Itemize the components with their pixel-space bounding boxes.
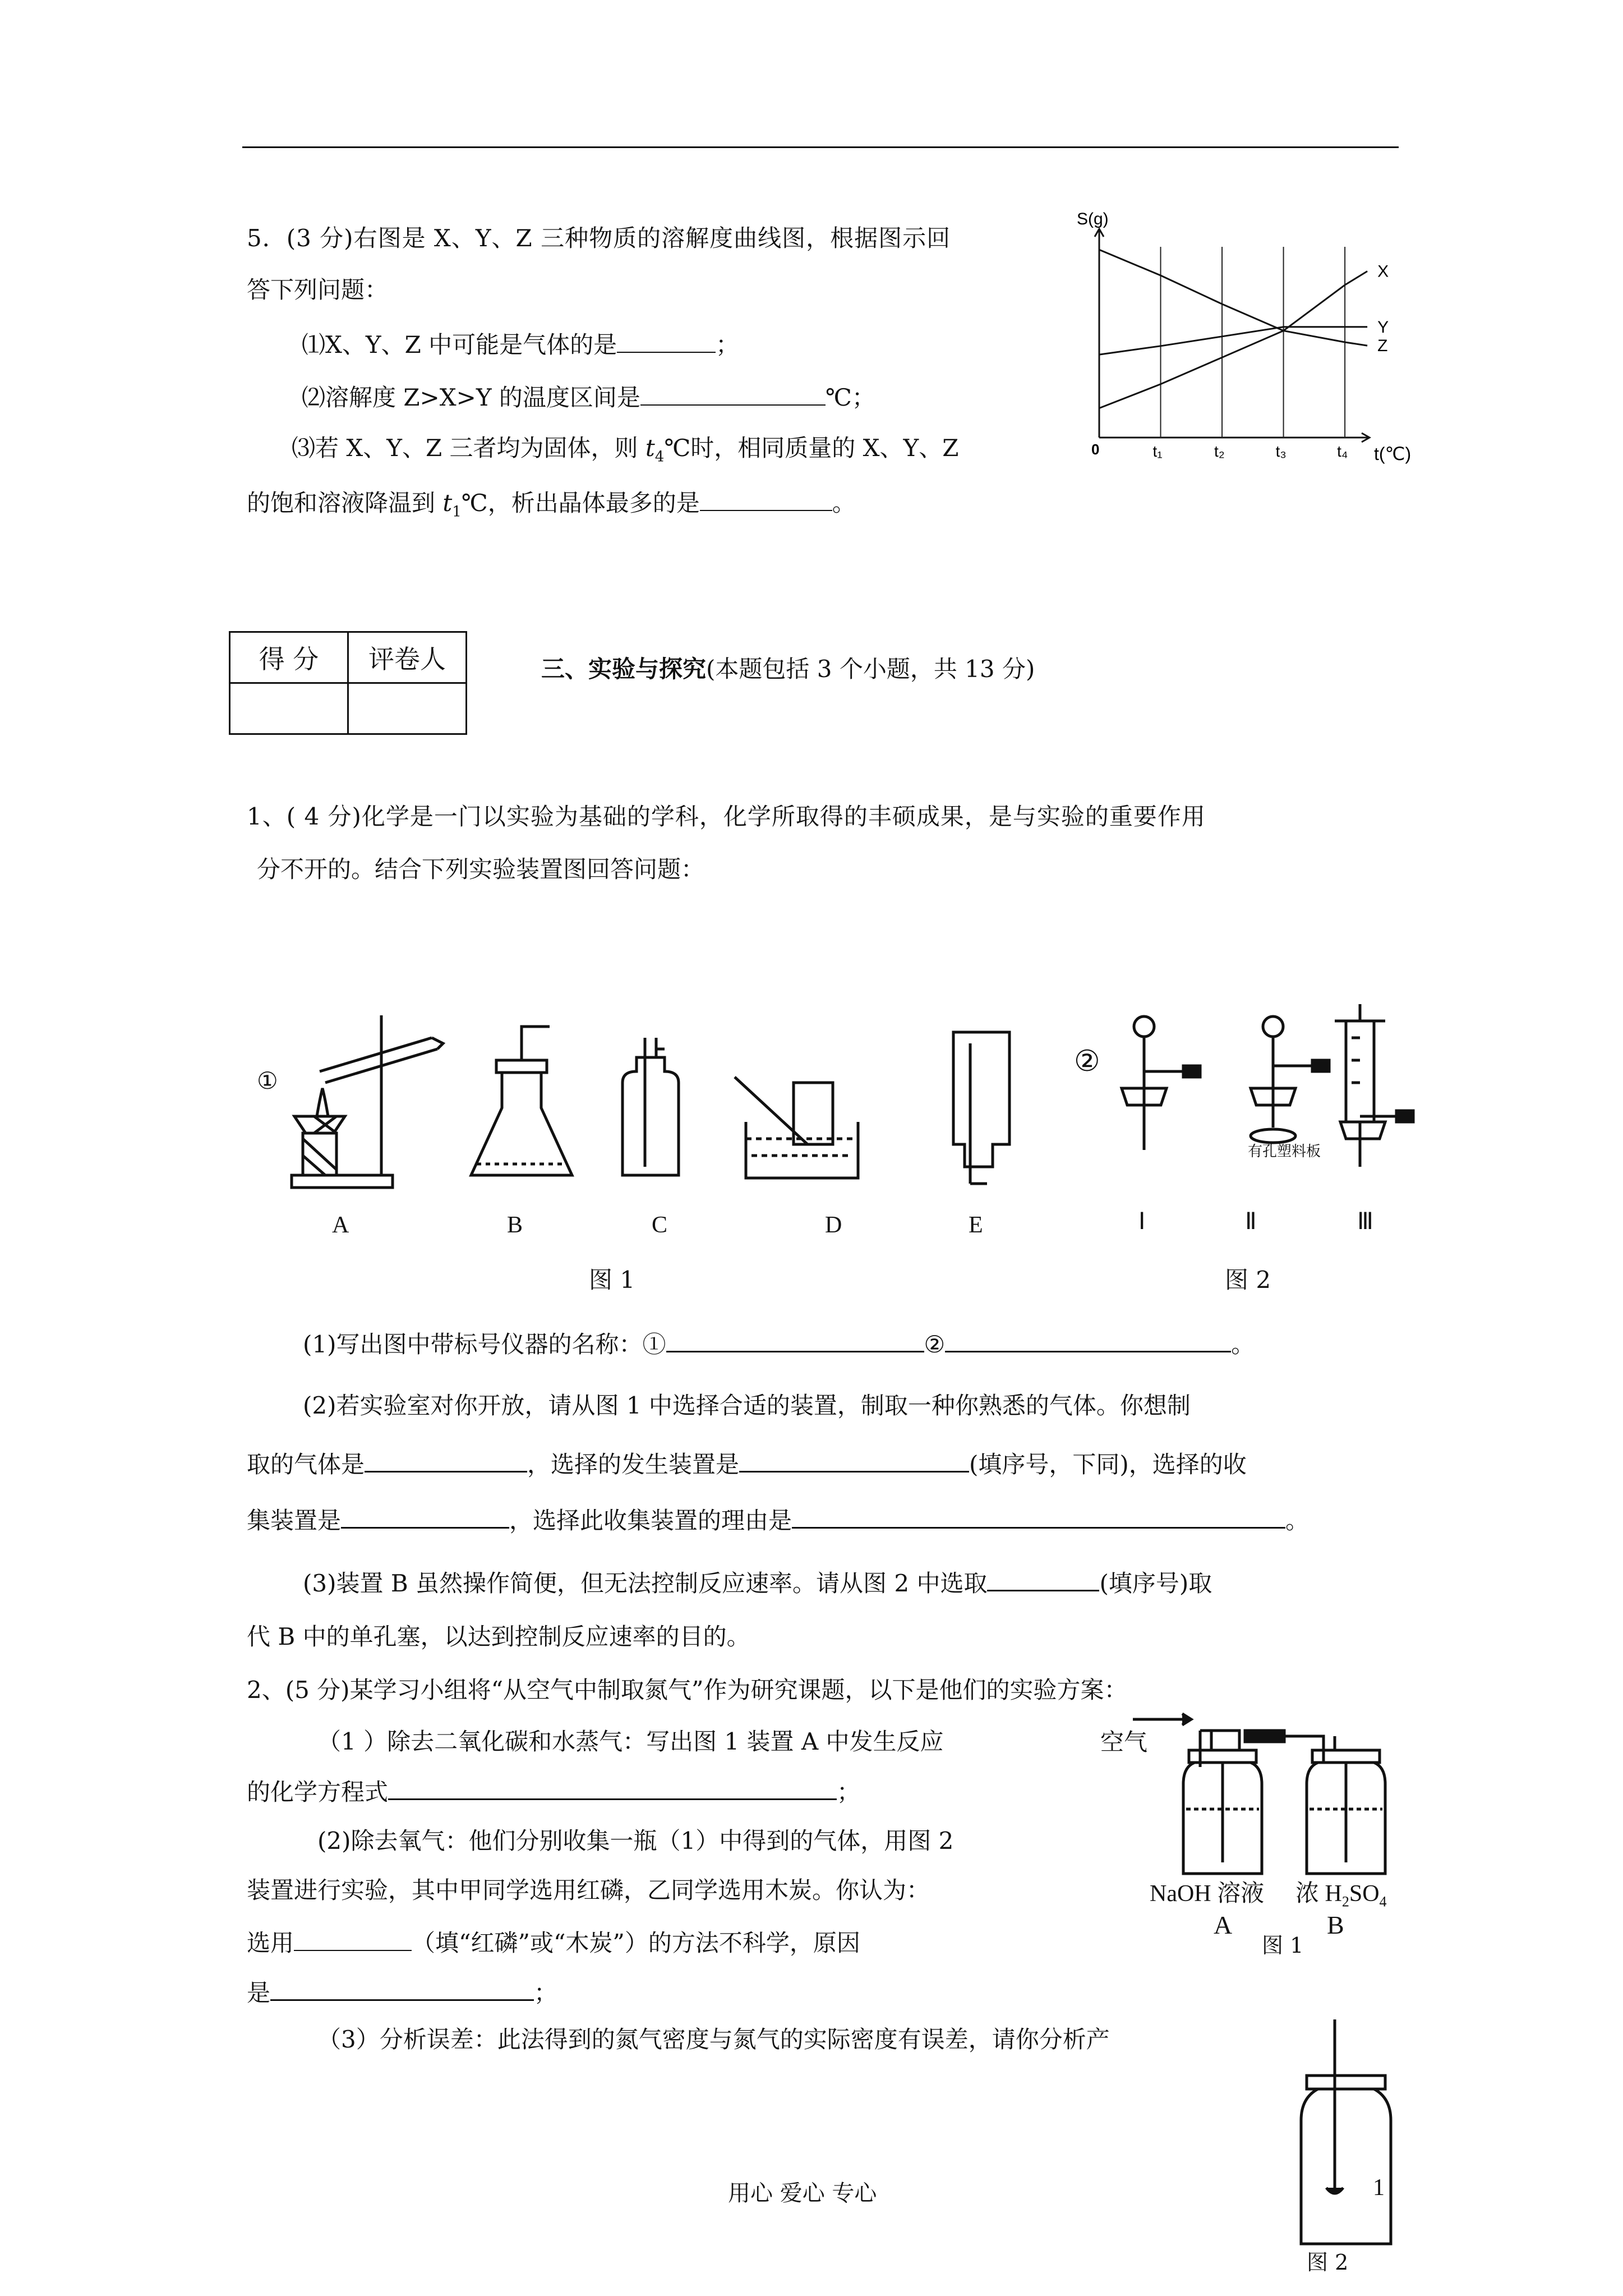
mark-1: ① bbox=[257, 1069, 278, 1094]
answer-blank[interactable] bbox=[294, 1925, 412, 1951]
label-ii: Ⅱ bbox=[1245, 1209, 1257, 1235]
apparatus-figure bbox=[247, 1004, 1436, 1206]
series-label-x: X bbox=[1377, 262, 1389, 281]
h2-subscript: 2 bbox=[1341, 1893, 1349, 1910]
q5-part2-end: ℃； bbox=[825, 384, 875, 411]
series-label-z: Z bbox=[1377, 337, 1388, 356]
section3-title-bold: 三、实验与探究 bbox=[541, 655, 707, 683]
q2-part2-l4end: ； bbox=[534, 1979, 558, 2007]
q2-part3-line1: （3）分析误差：此法得到的氮气密度与氮气的实际密度有误差，请你分析产 bbox=[317, 2026, 1110, 2053]
spoon-mark: 1 bbox=[1373, 2175, 1385, 2201]
t1-symbol: t bbox=[442, 489, 453, 517]
score-table bbox=[229, 631, 467, 735]
answer-blank[interactable] bbox=[365, 1446, 527, 1473]
q2-part2-l3b: （填“红磷”或“木炭”）的方法不科学，原因 bbox=[412, 1929, 860, 1957]
grader-cell[interactable] bbox=[348, 683, 467, 734]
bottle-a-solution: NaOH 溶液 bbox=[1150, 1881, 1265, 1907]
q5-part1 bbox=[302, 327, 739, 361]
mark-2: ② bbox=[1074, 1046, 1100, 1078]
fig2-caption: 图 2 bbox=[1225, 1266, 1271, 1294]
q5-part1-end: ； bbox=[716, 331, 740, 358]
answer-blank[interactable] bbox=[640, 380, 826, 406]
q5-part2 bbox=[302, 380, 875, 413]
answer-blank[interactable] bbox=[341, 1502, 509, 1529]
q1-part3-l1a: (3)装置 B 虽然操作简便，但无法控制反应速率。请从图 2 中选取 bbox=[303, 1570, 988, 1597]
score-cell[interactable] bbox=[230, 683, 348, 734]
q1-part2-l2a: 取的气体是 bbox=[247, 1451, 365, 1478]
q1-part2-l3a: 集装置是 bbox=[247, 1507, 342, 1534]
q1-part3-l1b: (填序号)取 bbox=[1099, 1570, 1212, 1597]
q5-part2-text: ⑵溶解度 Z>X>Y 的温度区间是 bbox=[302, 384, 640, 411]
apparatus-i bbox=[1122, 1016, 1200, 1150]
wash-bottles-figure bbox=[1122, 1705, 1413, 1896]
x-axis-label: t(℃) bbox=[1374, 444, 1412, 464]
q2-part1-l2end: ； bbox=[837, 1778, 861, 1806]
q5-part3-text2: ℃时，相同质量的 X、Y、Z bbox=[664, 434, 959, 462]
x-tick-label: t₃ bbox=[1275, 443, 1287, 460]
q2-part2-line2: 装置进行实验，其中甲同学选用红磷，乙同学选用木炭。你认为： bbox=[247, 1876, 930, 1904]
answer-blank[interactable] bbox=[617, 327, 716, 353]
q2-part2-line1: (2)除去氧气：他们分别收集一瓶（1）中得到的气体，用图 2 bbox=[317, 1827, 954, 1855]
q1-part1-mid: ② bbox=[924, 1331, 946, 1358]
apparatus-d bbox=[735, 1077, 858, 1178]
origin-label: 0 bbox=[1091, 441, 1100, 458]
burning-spoon-figure bbox=[1290, 2019, 1413, 2255]
q2-fig2-caption: 图 2 bbox=[1307, 2250, 1349, 2275]
x-tick-label: t₄ bbox=[1337, 443, 1348, 460]
t4-symbol: t bbox=[645, 434, 655, 462]
label-d: D bbox=[825, 1212, 842, 1238]
q5-part1-text: ⑴X、Y、Z 中可能是气体的是 bbox=[302, 331, 617, 358]
series-label-y: Y bbox=[1377, 318, 1389, 337]
answer-blank[interactable] bbox=[987, 1565, 1099, 1591]
so-label: SO bbox=[1349, 1881, 1380, 1907]
series-line-y bbox=[1099, 327, 1367, 355]
q1-line1: 1、( 4 分)化学是一门以实验为基础的学科，化学所取得的丰硕成果，是与实验的重要作用 bbox=[247, 803, 1206, 830]
q1-part3-line1 bbox=[303, 1565, 1212, 1599]
q2-part2-l4a: 是 bbox=[247, 1979, 271, 2007]
q2-part2-line4 bbox=[247, 1975, 557, 2009]
q1-part2-l3end: 。 bbox=[1285, 1507, 1310, 1534]
t4-subscript: 4 bbox=[654, 448, 665, 466]
q2-part1-line1: （1 ）除去二氧化碳和水蒸气：写出图 1 装置 A 中发生反应 bbox=[317, 1728, 944, 1755]
conc-label: 浓 H bbox=[1295, 1881, 1342, 1907]
apparatus-b bbox=[471, 1027, 572, 1175]
label-e: E bbox=[969, 1212, 983, 1238]
q5-part3-text: ⑶若 X、Y、Z 三者均为固体，则 bbox=[292, 434, 645, 462]
answer-blank[interactable] bbox=[270, 1975, 534, 2001]
q5-part4-text: 的饱和溶液降温到 bbox=[247, 489, 443, 517]
q1-part2-line3 bbox=[247, 1502, 1309, 1536]
page-footer: 用心 爱心 专心 bbox=[728, 2180, 877, 2206]
label-iii: Ⅲ bbox=[1357, 1209, 1373, 1235]
section3-title bbox=[541, 654, 1035, 685]
apparatus-c bbox=[623, 1038, 679, 1175]
air-label: 空气 bbox=[1100, 1728, 1148, 1756]
t1-subscript: 1 bbox=[452, 503, 462, 521]
solubility-chart bbox=[1066, 210, 1447, 482]
q5-part4-text2: ℃，析出晶体最多的是 bbox=[461, 489, 700, 517]
q1-part1-text: (1)写出图中带标号仪器的名称：① bbox=[303, 1331, 666, 1358]
q5-part3-cont bbox=[247, 485, 856, 527]
q5-line1: 5．(3 分)右图是 X、Y、Z 三种物质的溶解度曲线图，根据图示回 bbox=[247, 224, 951, 252]
grader-header: 评卷人 bbox=[348, 632, 467, 683]
answer-blank[interactable] bbox=[700, 485, 832, 511]
apparatus-a bbox=[292, 1015, 443, 1188]
o4-subscript: 4 bbox=[1379, 1893, 1387, 1910]
q1-line2: 分不开的。结合下列实验装置图回答问题： bbox=[257, 855, 705, 883]
q1-part1-end: 。 bbox=[1231, 1331, 1255, 1358]
q2-fig1-caption: 图 1 bbox=[1262, 1933, 1304, 1958]
q5-part3 bbox=[292, 432, 958, 472]
apparatus-e bbox=[953, 1032, 1009, 1184]
x-tick-label: t₂ bbox=[1214, 443, 1225, 460]
bottle-label-a: A bbox=[1214, 1911, 1233, 1939]
label-b: B bbox=[507, 1212, 523, 1238]
q1-part3-line2: 代 B 中的单孔塞，以达到控制反应速率的目的。 bbox=[247, 1623, 750, 1650]
label-c: C bbox=[652, 1212, 668, 1238]
perforated-plate-label: 有孔塑料板 bbox=[1248, 1143, 1321, 1160]
label-i: Ⅰ bbox=[1138, 1209, 1146, 1235]
header-rule bbox=[242, 146, 1399, 148]
answer-blank[interactable] bbox=[388, 1774, 837, 1800]
apparatus-iii bbox=[1335, 1004, 1413, 1167]
y-axis-label: S(g) bbox=[1077, 210, 1109, 228]
apparatus-ii bbox=[1251, 1016, 1329, 1143]
q1-part2-line2 bbox=[247, 1446, 1247, 1480]
q5-line2: 答下列问题： bbox=[247, 276, 389, 303]
score-header: 得 分 bbox=[230, 632, 348, 683]
answer-blank[interactable] bbox=[666, 1326, 924, 1352]
q2-part2-line3 bbox=[247, 1925, 860, 1959]
q1-part2-l2c: (填序号，下同)，选择的收 bbox=[969, 1451, 1247, 1478]
q2-part1-line2 bbox=[247, 1774, 860, 1808]
q1-part2-line1: (2)若实验室对你开放，请从图 1 中选择合适的装置，制取一种你熟悉的气体。你想制 bbox=[303, 1392, 1191, 1419]
label-a: A bbox=[332, 1212, 349, 1238]
q1-part2-l2b: ，选择的发生装置是 bbox=[527, 1451, 740, 1478]
q1-part1 bbox=[303, 1326, 1255, 1360]
answer-blank[interactable] bbox=[945, 1326, 1231, 1352]
bottle-label-b: B bbox=[1327, 1911, 1344, 1939]
answer-blank[interactable] bbox=[792, 1502, 1285, 1529]
q2-part1-l2a: 的化学方程式 bbox=[247, 1778, 389, 1806]
q1-part2-l3b: ，选择此收集装置的理由是 bbox=[509, 1507, 792, 1534]
section3-title-rest: (本题包括 3 个小题，共 13 分) bbox=[706, 655, 1035, 683]
q2-part2-l3a: 选用 bbox=[247, 1929, 294, 1957]
fig1-caption: 图 1 bbox=[589, 1266, 635, 1294]
x-tick-label: t₁ bbox=[1152, 443, 1163, 460]
q2-line1: 2、(5 分)某学习小组将“从空气中制取氮气”作为研究课题，以下是他们的实验方案： bbox=[247, 1676, 1128, 1704]
q5-part4-end: 。 bbox=[832, 489, 856, 517]
answer-blank[interactable] bbox=[739, 1446, 969, 1473]
